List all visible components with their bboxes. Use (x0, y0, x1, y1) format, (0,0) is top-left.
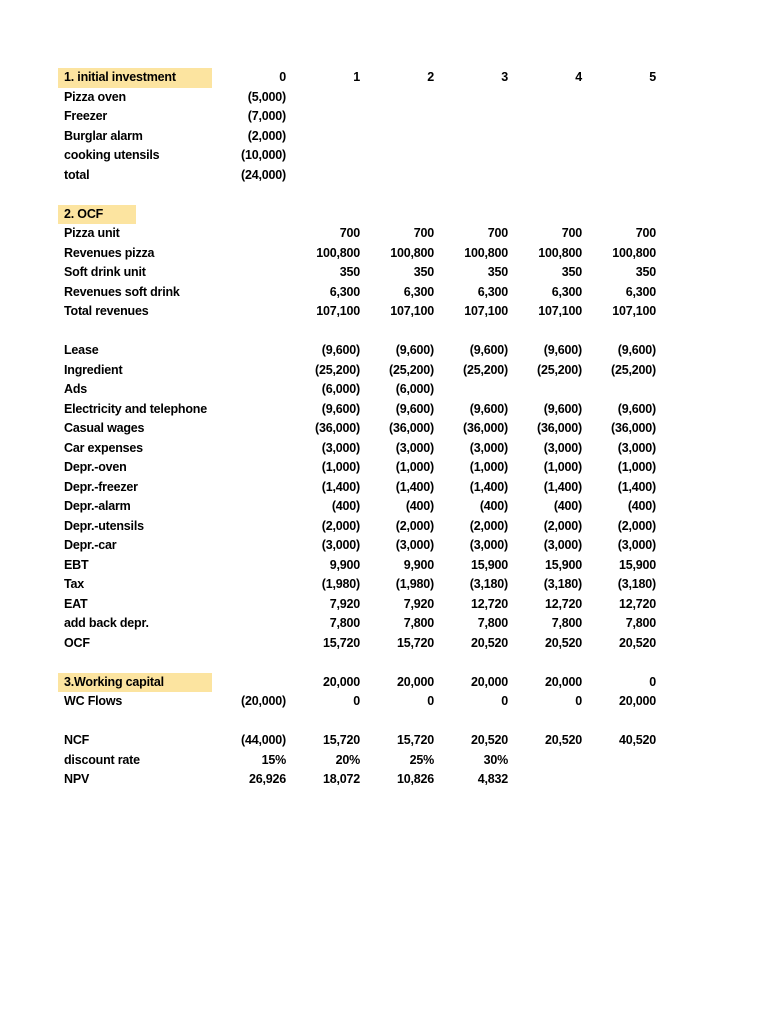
value-cell[interactable]: (9,600) (469, 343, 508, 357)
value-cell[interactable]: 100,800 (464, 245, 508, 260)
value-cell[interactable] (212, 497, 286, 517)
value-cell[interactable] (286, 146, 360, 166)
value-cell[interactable]: 350 (487, 265, 508, 279)
value-cell[interactable]: 30% (483, 752, 508, 767)
value-cell[interactable]: 6,300 (551, 284, 582, 299)
value-cell[interactable] (582, 380, 656, 400)
value-cell[interactable]: (20,000) (241, 694, 286, 708)
value-cell[interactable] (212, 244, 286, 264)
row-label[interactable]: Depr.-car (64, 538, 117, 552)
value-cell[interactable] (212, 361, 286, 381)
value-cell[interactable] (508, 107, 582, 127)
value-cell[interactable] (212, 614, 286, 634)
value-cell[interactable]: (1,400) (469, 479, 508, 494)
value-cell[interactable]: (2,000) (395, 518, 434, 533)
value-cell[interactable]: 15,900 (470, 557, 508, 572)
value-cell[interactable]: 15% (261, 752, 286, 767)
value-cell[interactable]: 350 (413, 265, 434, 279)
value-cell[interactable] (582, 88, 656, 108)
value-cell[interactable]: 20,000 (544, 674, 582, 689)
value-cell[interactable]: 20,000 (322, 674, 360, 689)
value-cell[interactable] (508, 380, 582, 400)
table-row (0, 263, 768, 283)
value-cell[interactable]: 10,826 (396, 772, 434, 786)
row-label[interactable]: Depr.-oven (64, 460, 127, 474)
table-row (0, 478, 768, 498)
value-cell[interactable]: (400) (479, 499, 508, 513)
value-cell[interactable]: 7,800 (403, 616, 434, 630)
table-row (0, 107, 768, 127)
value-cell[interactable]: (25,200) (389, 362, 434, 377)
value-cell[interactable]: (1,980) (395, 577, 434, 591)
row-label[interactable]: Depr.-alarm (64, 499, 131, 513)
value-cell[interactable]: 6,300 (329, 284, 360, 299)
table-row (0, 770, 768, 790)
value-cell[interactable]: (1,400) (543, 479, 582, 494)
value-cell[interactable]: 6,300 (403, 284, 434, 299)
value-cell[interactable]: (9,600) (469, 401, 508, 416)
row-label[interactable]: Depr.-freezer (64, 479, 138, 494)
row-label[interactable]: EAT (64, 596, 88, 611)
value-cell[interactable]: 18,072 (322, 772, 360, 786)
value-cell[interactable]: (25,200) (611, 362, 656, 377)
value-cell[interactable]: 15,720 (396, 635, 434, 650)
value-cell[interactable] (286, 88, 360, 108)
value-cell[interactable] (360, 146, 434, 166)
value-cell[interactable] (434, 127, 508, 147)
value-cell[interactable] (212, 478, 286, 498)
value-cell[interactable]: (3,000) (321, 538, 360, 552)
value-cell[interactable]: 20,000 (618, 694, 656, 708)
value-cell[interactable] (508, 127, 582, 147)
section-row (0, 205, 768, 225)
value-cell[interactable] (434, 166, 508, 186)
table-row (0, 88, 768, 108)
value-cell[interactable] (212, 341, 286, 361)
value-cell[interactable] (360, 127, 434, 147)
value-cell[interactable]: (3,000) (469, 538, 508, 552)
value-cell[interactable]: (400) (405, 499, 434, 513)
value-cell[interactable]: 12,720 (618, 596, 656, 611)
value-cell[interactable]: (1,400) (617, 479, 656, 494)
value-cell[interactable] (434, 88, 508, 108)
value-cell[interactable] (212, 595, 286, 615)
value-cell[interactable]: (2,000) (543, 518, 582, 533)
table-row (0, 302, 768, 322)
section-label[interactable]: 3.Working capital (58, 673, 212, 693)
value-cell[interactable]: (25,200) (315, 362, 360, 377)
period-4[interactable]: 4 (575, 70, 582, 84)
table-row (0, 127, 768, 147)
value-cell[interactable]: 7,800 (477, 616, 508, 630)
row-label[interactable]: WC Flows (64, 694, 123, 708)
row-label[interactable]: Burglar alarm (64, 128, 143, 143)
row-label[interactable]: NPV (64, 772, 90, 786)
table-row (0, 731, 768, 751)
period-3[interactable]: 3 (501, 70, 508, 84)
row-label[interactable]: OCF (64, 635, 90, 650)
value-cell[interactable]: 15,900 (618, 557, 656, 572)
value-cell[interactable]: 107,100 (390, 304, 434, 318)
value-cell[interactable]: (9,600) (543, 343, 582, 357)
value-cell[interactable]: (36,000) (611, 421, 656, 435)
value-cell[interactable]: 20,520 (470, 635, 508, 650)
row-label[interactable]: Ads (64, 382, 88, 396)
value-cell[interactable]: (1,000) (617, 460, 656, 474)
value-cell[interactable]: (9,600) (395, 343, 434, 357)
section-title-initial-investment[interactable]: 1. initial investment (58, 68, 212, 88)
header-row (0, 68, 768, 88)
value-cell[interactable]: 15,720 (396, 733, 434, 747)
value-cell[interactable]: 20,520 (470, 733, 508, 747)
value-cell[interactable]: 107,100 (612, 304, 656, 318)
table-row (0, 166, 768, 186)
value-cell[interactable]: (3,000) (543, 440, 582, 455)
value-cell[interactable] (212, 556, 286, 576)
value-cell[interactable] (582, 107, 656, 127)
value-cell[interactable]: 20,000 (470, 674, 508, 689)
row-label[interactable]: cooking utensils (64, 148, 160, 162)
value-cell[interactable]: 20,520 (618, 635, 656, 650)
value-cell[interactable] (212, 536, 286, 556)
value-cell[interactable]: (1,400) (395, 479, 434, 494)
value-cell[interactable]: 20,000 (396, 674, 434, 689)
table-row (0, 283, 768, 303)
row-label[interactable]: Freezer (64, 109, 108, 123)
value-cell[interactable] (508, 166, 582, 186)
value-cell[interactable]: (1,000) (469, 460, 508, 474)
row-label[interactable]: add back depr. (64, 616, 149, 630)
blank-row (0, 185, 768, 205)
period-2[interactable]: 2 (427, 70, 434, 84)
blank-row (0, 653, 768, 673)
value-cell[interactable] (212, 458, 286, 478)
value-cell[interactable]: 7,800 (625, 616, 656, 630)
value-cell[interactable]: 7,920 (329, 596, 360, 611)
value-cell[interactable] (508, 146, 582, 166)
row-label[interactable]: Total revenues (64, 304, 149, 318)
table-row (0, 380, 768, 400)
value-cell[interactable] (212, 400, 286, 420)
row-label[interactable]: total (64, 167, 90, 182)
value-cell[interactable]: 0 (427, 694, 434, 708)
value-cell[interactable]: (2,000) (469, 518, 508, 533)
row-label[interactable]: Car expenses (64, 440, 143, 455)
value-cell[interactable]: (44,000) (241, 733, 286, 747)
section-label[interactable]: 2. OCF (58, 205, 136, 225)
row-label[interactable]: Revenues soft drink (64, 284, 180, 299)
value-cell[interactable]: 12,720 (470, 596, 508, 611)
row-label[interactable]: Tax (64, 577, 85, 591)
value-cell[interactable] (508, 770, 582, 790)
value-cell[interactable]: (400) (553, 499, 582, 513)
value-cell[interactable] (212, 283, 286, 303)
value-cell[interactable]: (1,980) (321, 577, 360, 591)
value-cell[interactable]: 100,800 (538, 245, 582, 260)
value-cell[interactable] (434, 107, 508, 127)
value-cell[interactable]: (25,200) (463, 362, 508, 377)
value-cell[interactable] (582, 146, 656, 166)
value-cell[interactable] (360, 205, 434, 225)
value-cell[interactable]: 7,800 (329, 616, 360, 630)
value-cell[interactable] (508, 751, 582, 771)
value-cell[interactable]: 350 (635, 265, 656, 279)
value-cell[interactable]: 20% (335, 752, 360, 767)
row-label[interactable]: Depr.-utensils (64, 518, 144, 533)
row-label[interactable]: discount rate (64, 752, 140, 767)
value-cell[interactable] (212, 439, 286, 459)
table-row (0, 400, 768, 420)
value-cell[interactable]: 7,920 (403, 596, 434, 611)
value-cell[interactable]: 107,100 (316, 304, 360, 318)
table-row (0, 536, 768, 556)
blank-row (0, 322, 768, 342)
value-cell[interactable]: 26,926 (248, 772, 286, 786)
value-cell[interactable] (582, 770, 656, 790)
value-cell[interactable]: 700 (339, 226, 360, 240)
value-cell[interactable] (212, 380, 286, 400)
value-cell[interactable]: 350 (339, 265, 360, 279)
value-cell[interactable]: 4,832 (477, 772, 508, 786)
table-row (0, 419, 768, 439)
table-row (0, 517, 768, 537)
row-label[interactable]: NCF (64, 733, 90, 747)
table-row (0, 556, 768, 576)
value-cell[interactable] (508, 205, 582, 225)
period-0[interactable]: 0 (279, 70, 286, 84)
value-cell[interactable]: (9,600) (617, 401, 656, 416)
value-cell[interactable] (582, 166, 656, 186)
value-cell[interactable] (212, 205, 286, 225)
row-label[interactable]: Pizza oven (64, 89, 126, 104)
value-cell[interactable]: (400) (331, 499, 360, 513)
value-cell[interactable]: (3,180) (543, 577, 582, 591)
value-cell[interactable]: 15,900 (544, 557, 582, 572)
value-cell[interactable]: (5,000) (247, 89, 286, 104)
value-cell[interactable] (286, 107, 360, 127)
value-cell[interactable]: (9,600) (617, 343, 656, 357)
value-cell[interactable]: 12,720 (544, 596, 582, 611)
value-cell[interactable] (212, 517, 286, 537)
table-row (0, 497, 768, 517)
value-cell[interactable]: 25% (409, 752, 434, 767)
value-cell[interactable]: 700 (635, 226, 656, 240)
value-cell[interactable]: (9,600) (543, 401, 582, 416)
table-row (0, 692, 768, 712)
value-cell[interactable] (582, 127, 656, 147)
table-row (0, 595, 768, 615)
value-cell[interactable]: (2,000) (247, 128, 286, 143)
value-cell[interactable] (360, 88, 434, 108)
table-row (0, 341, 768, 361)
value-cell[interactable]: 20,520 (544, 733, 582, 747)
value-cell[interactable]: 0 (353, 694, 360, 708)
value-cell[interactable]: 7,800 (551, 616, 582, 630)
value-cell[interactable]: (3,180) (617, 577, 656, 591)
value-cell[interactable]: 40,520 (618, 733, 656, 747)
value-cell[interactable]: (1,400) (321, 479, 360, 494)
row-label[interactable]: Pizza unit (64, 226, 120, 240)
value-cell[interactable]: 100,800 (390, 245, 434, 260)
value-cell[interactable]: (36,000) (389, 421, 434, 435)
table-row (0, 634, 768, 654)
value-cell[interactable] (360, 166, 434, 186)
value-cell[interactable]: (9,600) (321, 343, 360, 357)
table-row (0, 458, 768, 478)
table-row (0, 439, 768, 459)
row-label[interactable]: Soft drink unit (64, 265, 146, 279)
value-cell[interactable] (212, 634, 286, 654)
table-row (0, 751, 768, 771)
row-label[interactable]: Lease (64, 343, 99, 357)
value-cell[interactable]: 20,520 (544, 635, 582, 650)
value-cell[interactable]: 6,300 (477, 284, 508, 299)
value-cell[interactable]: (9,600) (395, 401, 434, 416)
value-cell[interactable]: 700 (561, 226, 582, 240)
row-label[interactable]: Electricity and telephone (64, 401, 207, 416)
value-cell[interactable]: (2,000) (321, 518, 360, 533)
value-cell[interactable]: (10,000) (241, 148, 286, 162)
value-cell[interactable]: 9,900 (329, 557, 360, 572)
table-row (0, 146, 768, 166)
value-cell[interactable] (286, 127, 360, 147)
value-cell[interactable] (212, 224, 286, 244)
value-cell[interactable]: 700 (487, 226, 508, 240)
value-cell[interactable]: (3,180) (469, 577, 508, 591)
value-cell[interactable]: 700 (413, 226, 434, 240)
value-cell[interactable]: (3,000) (543, 538, 582, 552)
blank-row (0, 712, 768, 732)
table-row (0, 361, 768, 381)
value-cell[interactable]: 0 (575, 694, 582, 708)
value-cell[interactable]: 6,300 (625, 284, 656, 299)
period-1[interactable]: 1 (353, 70, 360, 84)
value-cell[interactable]: (25,200) (537, 362, 582, 377)
row-label[interactable]: Revenues pizza (64, 245, 155, 260)
value-cell[interactable] (582, 751, 656, 771)
row-label[interactable]: Ingredient (64, 362, 123, 377)
value-cell[interactable]: (3,000) (617, 440, 656, 455)
row-label[interactable]: EBT (64, 557, 89, 572)
value-cell[interactable]: (3,000) (395, 538, 434, 552)
value-cell[interactable]: (1,000) (321, 460, 360, 474)
value-cell[interactable]: (3,000) (321, 440, 360, 455)
value-cell[interactable]: (36,000) (537, 421, 582, 435)
value-cell[interactable] (582, 205, 656, 225)
value-cell[interactable]: 107,100 (464, 304, 508, 318)
value-cell[interactable]: (6,000) (321, 382, 360, 396)
value-cell[interactable]: (9,600) (321, 401, 360, 416)
table-row (0, 575, 768, 595)
value-cell[interactable]: (24,000) (241, 167, 286, 182)
value-cell[interactable]: 107,100 (538, 304, 582, 318)
value-cell[interactable]: (2,000) (617, 518, 656, 533)
row-label[interactable]: Casual wages (64, 421, 145, 435)
value-cell[interactable]: (36,000) (463, 421, 508, 435)
value-cell[interactable] (508, 88, 582, 108)
value-cell[interactable]: (36,000) (315, 421, 360, 435)
value-cell[interactable]: 15,720 (322, 635, 360, 650)
section-row (0, 673, 768, 693)
value-cell[interactable] (286, 166, 360, 186)
value-cell[interactable] (434, 380, 508, 400)
value-cell[interactable] (360, 107, 434, 127)
value-cell[interactable]: (3,000) (469, 440, 508, 455)
value-cell[interactable]: 350 (561, 265, 582, 279)
value-cell[interactable]: (7,000) (247, 109, 286, 123)
period-5[interactable]: 5 (649, 70, 656, 84)
value-cell[interactable]: (1,000) (543, 460, 582, 474)
value-cell[interactable] (212, 302, 286, 322)
value-cell[interactable]: (400) (627, 499, 656, 513)
table-row (0, 224, 768, 244)
value-cell[interactable]: 0 (501, 694, 508, 708)
value-cell[interactable] (212, 673, 286, 693)
table-row (0, 244, 768, 264)
value-cell[interactable]: 100,800 (316, 245, 360, 260)
table-row (0, 614, 768, 634)
value-cell[interactable]: (3,000) (395, 440, 434, 455)
value-cell[interactable]: (3,000) (617, 538, 656, 552)
value-cell[interactable]: 9,900 (403, 557, 434, 572)
value-cell[interactable]: (6,000) (395, 382, 434, 396)
value-cell[interactable] (212, 263, 286, 283)
value-cell[interactable] (212, 419, 286, 439)
value-cell[interactable]: 100,800 (612, 245, 656, 260)
value-cell[interactable]: 0 (649, 674, 656, 689)
value-cell[interactable] (286, 205, 360, 225)
value-cell[interactable]: (1,000) (395, 460, 434, 474)
value-cell[interactable] (434, 146, 508, 166)
value-cell[interactable] (434, 205, 508, 225)
value-cell[interactable] (212, 575, 286, 595)
value-cell[interactable]: 15,720 (322, 733, 360, 747)
